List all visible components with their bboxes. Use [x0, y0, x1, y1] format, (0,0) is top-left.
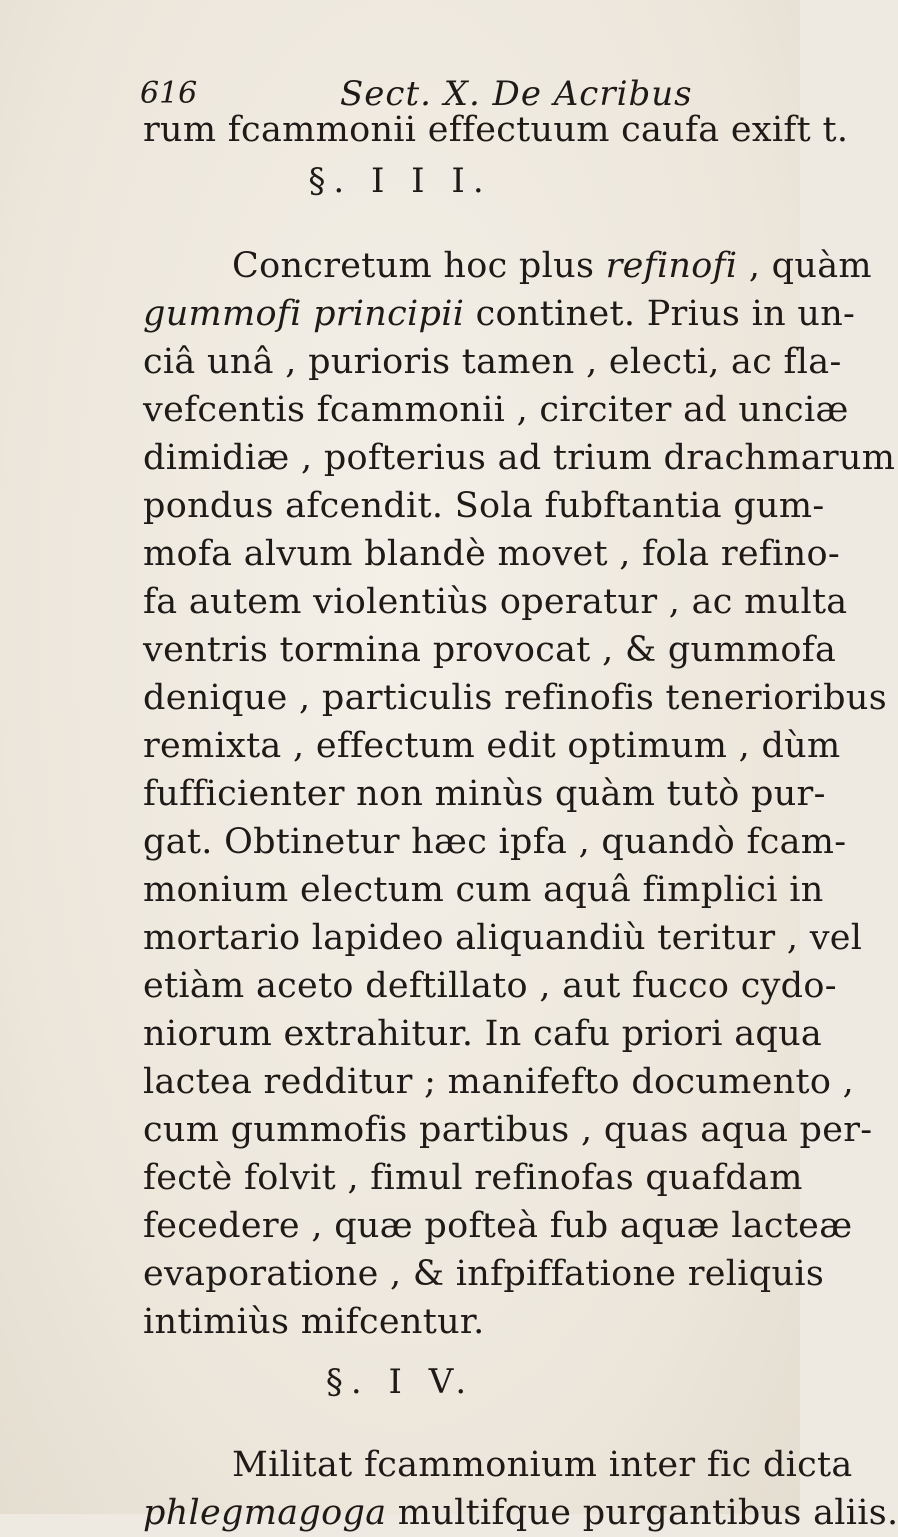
running-title: Sect. X. De Acribus [340, 74, 693, 114]
text-line: pondus afcendit. Sola fubftantia gum- [143, 486, 825, 526]
text-line: evaporatione , & infpiffatione reliquis [143, 1254, 825, 1294]
text-line: dimidiæ , pofterius ad trium drachmarum [143, 438, 896, 478]
text-line: fecedere , quæ pofteà fub aquæ lacteæ [143, 1206, 853, 1246]
text-line: mortario lapideo aliquandiù teritur , vel [143, 918, 863, 958]
italic-term: refinofi [605, 246, 738, 286]
text-line: fufficienter non minùs quàm tutò pur- [143, 774, 826, 814]
text-line: remixta , effectum edit optimum , dùm [143, 726, 841, 766]
text-run: , quàm [737, 246, 872, 286]
text-run: continet. Prius in un- [464, 294, 856, 334]
text-line: cum gummofis partibus , quas aqua per- [143, 1110, 873, 1150]
text-line: fa autem violentiùs operatur , ac multa [143, 582, 848, 622]
page-number: 616 [140, 76, 198, 111]
text-line [232, 242, 872, 290]
text-run: Concretum hoc plus [232, 246, 606, 286]
text-line: ventris tormina provocat , & gummofa [143, 630, 837, 670]
text-line: ciâ unâ , purioris tamen , electi, ac fla- [143, 342, 842, 382]
text-line: rum fcammonii effectuum caufa exift t. [143, 110, 849, 150]
text-line: fectè folvit , fimul refinofas quafdam [143, 1158, 803, 1198]
text-run: multifque purgantibus aliis. [386, 1493, 898, 1533]
italic-term: phlegmagoga [143, 1493, 387, 1533]
text-line [143, 1489, 898, 1537]
text-line: denique , particulis refinofis tenerioribus [143, 678, 887, 718]
text-line: intimiùs mifcentur. [143, 1302, 485, 1342]
text-line: mofa alvum blandè movet , fola refino- [143, 534, 840, 574]
section-heading-3: §. I I I. [308, 161, 492, 201]
text-line [143, 290, 856, 338]
text-line: niorum extrahitur. In cafu priori aqua [143, 1014, 823, 1054]
italic-term: gummofi principii [143, 294, 465, 334]
text-line: monium electum cum aquâ fimplici in [143, 870, 824, 910]
text-line: etiàm aceto deftillato , aut fucco cydo- [143, 966, 837, 1006]
text-line: vefcentis fcammonii , circiter ad unciæ [143, 390, 849, 430]
text-line: lactea redditur ; manifefto documento , [143, 1062, 855, 1102]
text-line: Militat fcammonium inter fic dicta [232, 1445, 853, 1485]
section-heading-4: §. I V. [325, 1362, 475, 1402]
text-line: gat. Obtinetur hæc ipfa , quandò fcam- [143, 822, 847, 862]
